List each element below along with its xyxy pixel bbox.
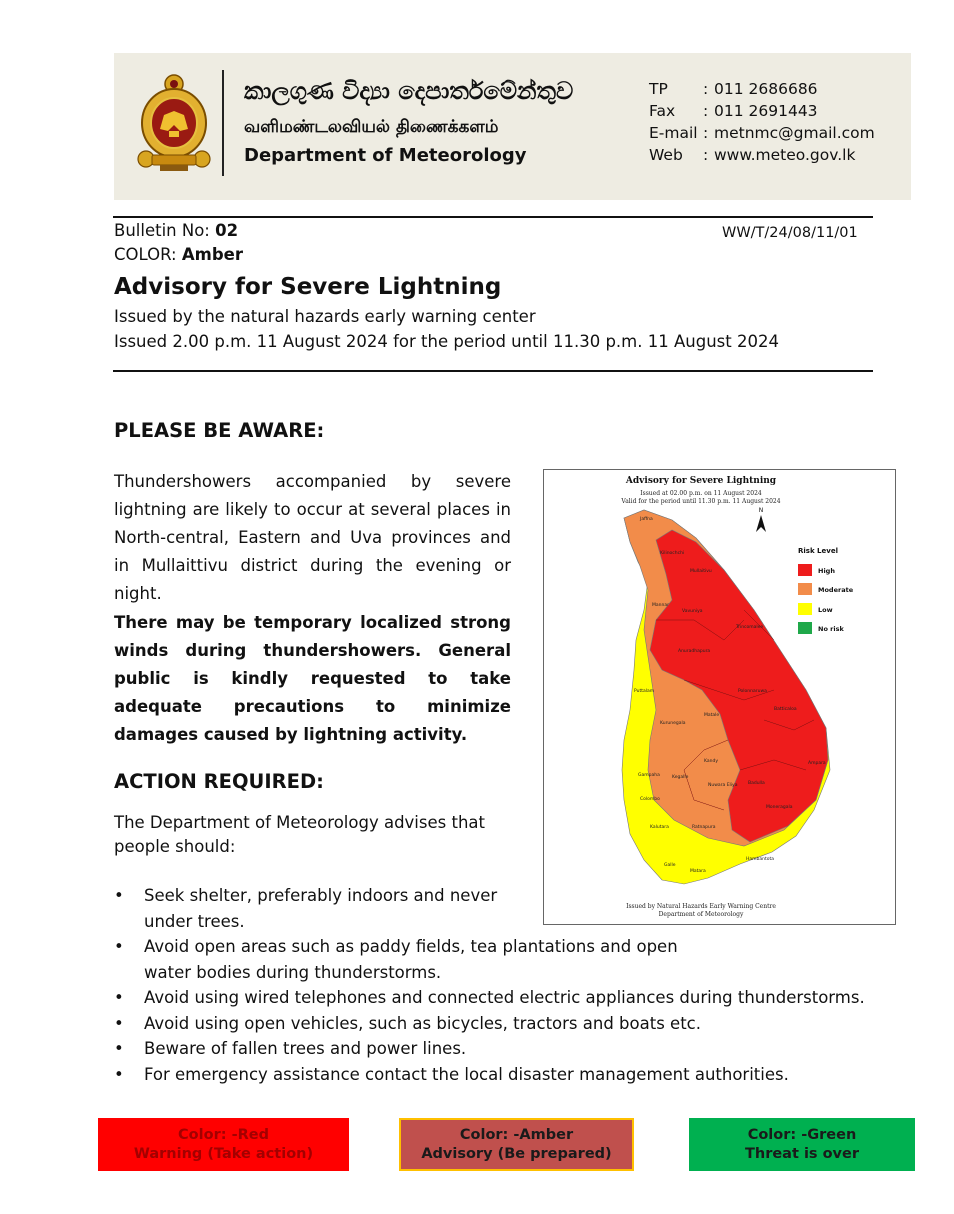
please-be-aware-heading: PLEASE BE AWARE: [114, 419, 325, 442]
svg-text:Nuwara Eliya: Nuwara Eliya [708, 783, 738, 788]
national-emblem-icon [136, 71, 212, 173]
map-issued: Issued at 02.00 p.m. on 11 August 2024 [640, 490, 762, 497]
risk-map [543, 469, 896, 925]
advisory-title: Advisory for Severe Lightning [114, 274, 502, 300]
svg-text:Gampaha: Gampaha [638, 773, 660, 778]
svg-text:Mullaitivu: Mullaitivu [690, 569, 712, 574]
map-title: Advisory for Severe Lightning [625, 476, 777, 486]
svg-text:Matara: Matara [690, 869, 706, 874]
svg-text:Kandy: Kandy [704, 759, 719, 764]
legend-swatch-low [798, 603, 812, 615]
svg-text:N: N [758, 507, 764, 514]
issued-by: Issued by the natural hazards early warning center [114, 307, 536, 326]
svg-text:High: High [818, 567, 835, 575]
svg-text:Kegalle: Kegalle [672, 775, 689, 780]
legend-red: Color: -Red Warning (Take action) [98, 1118, 349, 1171]
svg-text:Colombo: Colombo [640, 797, 660, 802]
bulletin-number: Bulletin No: 02 [114, 221, 239, 240]
contact-fax: Fax : 011 2691443 [649, 102, 818, 120]
svg-text:Anuradhapura: Anuradhapura [678, 649, 711, 654]
bulletin-color: COLOR: Amber [114, 245, 243, 264]
svg-text:Polonnaruwa: Polonnaruwa [738, 689, 767, 694]
aware-bold-paragraph: There may be temporary localized strong winds during thundershowers. General public is kindly requested to take adequate precautions to minimize damages caused by lightning activity. [114, 613, 511, 744]
bulletin-reference: WW/T/24/08/11/01 [722, 225, 858, 241]
north-arrow-icon [756, 507, 766, 532]
svg-text:Kilinochchi: Kilinochchi [660, 551, 685, 556]
legend-swatch-high [798, 564, 812, 576]
list-item: • For emergency assistance contact the local disaster management authorities. [114, 1064, 789, 1084]
svg-text:Hambantota: Hambantota [746, 857, 775, 862]
contact-tp: TP : 011 2686686 [649, 80, 818, 98]
risk-map-svg [544, 470, 895, 924]
list-item: • Avoid using wired telephones and connected electric appliances during thunderstorms. [114, 988, 865, 1007]
svg-text:Moneragala: Moneragala [766, 805, 793, 810]
issued-period: Issued 2.00 p.m. 11 August 2024 for the period until 11.30 p.m. 11 August 2024 [114, 332, 779, 351]
list-item: • Avoid using open vehicles, such as bicycles, tractors and boats etc. [114, 1013, 701, 1033]
map-legend [798, 547, 854, 634]
svg-text:Kalutara: Kalutara [650, 825, 669, 830]
top-rule [113, 216, 873, 218]
dept-name-english: Department of Meteorology [244, 145, 527, 166]
map-footer-issuer: Issued by Natural Hazards Early Warning Centre [626, 903, 776, 910]
map-valid: Valid for the period until 11.30 p.m. 11 August 2024 [621, 498, 781, 505]
legend-swatch-no-risk [798, 622, 812, 634]
dept-name-tamil: வளிமண்டலவியல் திணைக்களம் [244, 117, 499, 137]
bottom-rule [113, 370, 873, 372]
svg-text:Kurunegala: Kurunegala [660, 721, 686, 726]
list-item: • Beware of fallen trees and power lines. [114, 1039, 467, 1058]
contact-web: Web : www.meteo.gov.lk [649, 146, 856, 164]
svg-text:Ratnapura: Ratnapura [692, 825, 716, 830]
svg-text:No risk: No risk [818, 625, 844, 633]
svg-text:Badulla: Badulla [748, 781, 765, 786]
svg-text:Matale: Matale [704, 713, 720, 718]
list-item: • Seek shelter, preferably indoors and never under trees. [114, 886, 498, 931]
legend-swatch-moderate [798, 583, 812, 595]
svg-text:Jaffna: Jaffna [640, 517, 653, 522]
list-item: • Avoid open areas such as paddy fields, tea plantations and open water bodies during thunderstorms. [114, 937, 678, 982]
svg-text:Trincomalee: Trincomalee [736, 625, 764, 630]
action-intro: The Department of Meteorology advises that people should: [114, 813, 485, 856]
contact-details [649, 78, 875, 166]
header-divider [222, 70, 224, 176]
aware-paragraph: Thundershowers accompanied by severe lightning are likely to occur at several places in North-central, Eastern and Uva provinces and in Mullaittivu district during the evening or night. [114, 472, 511, 603]
legend-amber: Color: -Amber Advisory (Be prepared) [399, 1118, 634, 1171]
legend-green: Color: -Green Threat is over [689, 1118, 915, 1171]
svg-text:Mannar: Mannar [652, 603, 669, 608]
svg-text:Moderate: Moderate [818, 586, 854, 594]
contact-email: E-mail : metnmc@gmail.com [649, 124, 875, 142]
legend-title: Risk Level [798, 547, 838, 555]
svg-text:Batticaloa: Batticaloa [774, 707, 797, 712]
svg-text:Low: Low [818, 606, 833, 614]
svg-text:Vavuniya: Vavuniya [682, 609, 703, 614]
letterhead [114, 53, 911, 200]
svg-text:Ampara: Ampara [808, 761, 826, 766]
dept-name-sinhala: කාලගුණ විද්‍යා දෙපාර්තමේන්තුව [244, 77, 574, 105]
action-required-heading: ACTION REQUIRED: [114, 770, 324, 793]
map-footer-dept: Department of Meteorology [658, 911, 744, 918]
svg-text:Galle: Galle [664, 863, 676, 868]
svg-text:Puttalam: Puttalam [634, 689, 655, 694]
